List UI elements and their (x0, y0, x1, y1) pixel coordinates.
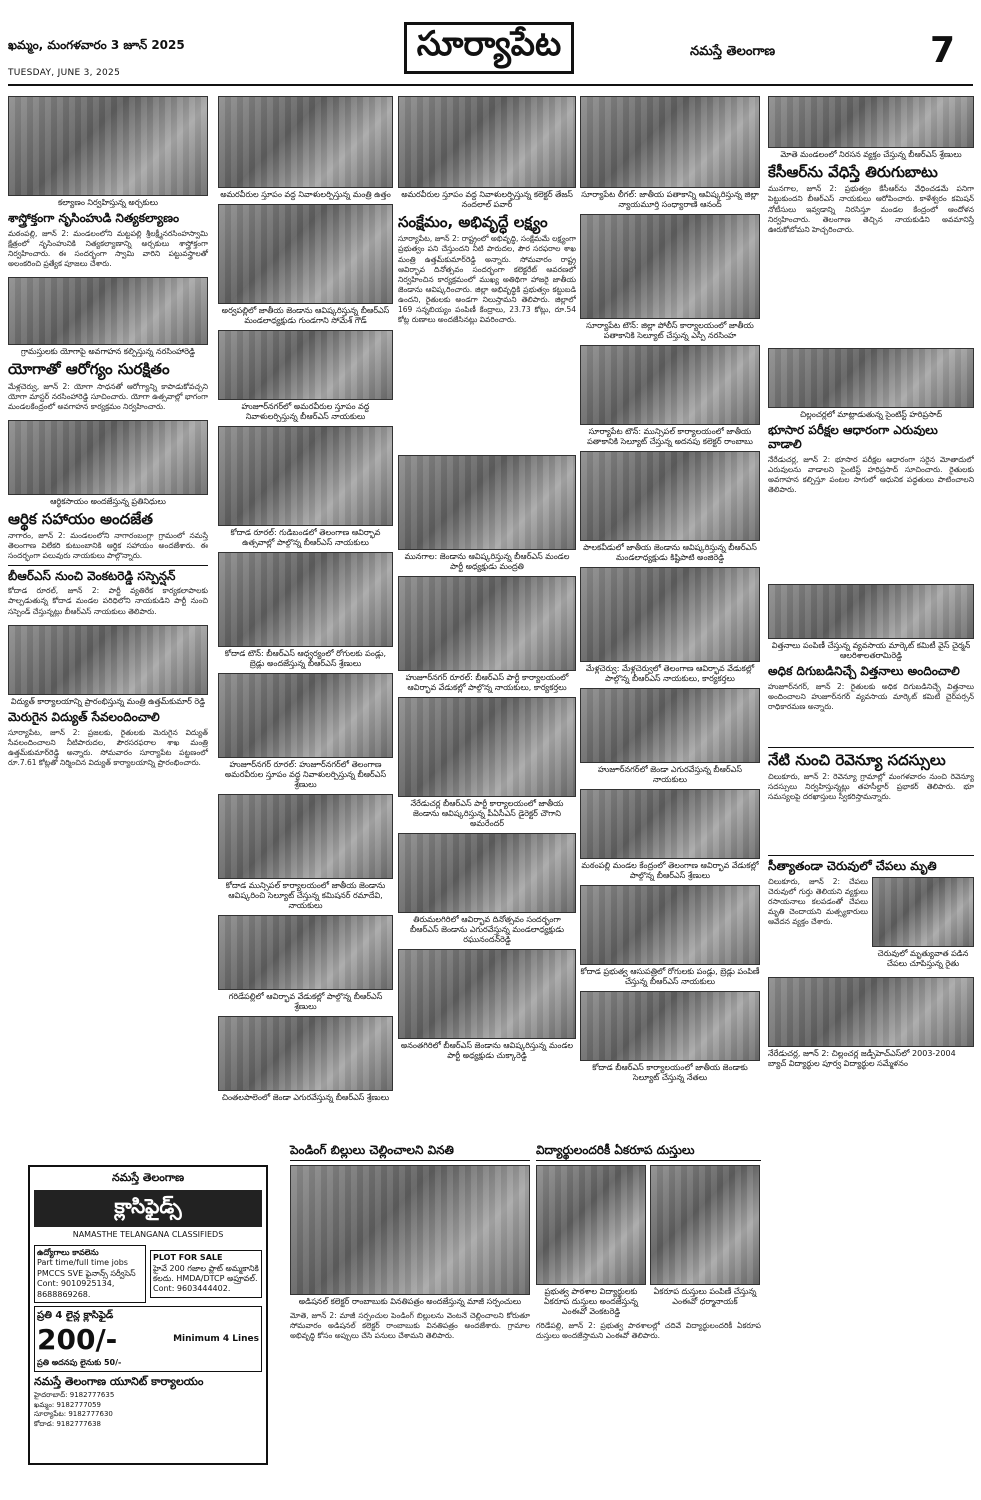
caption: విత్తనాలు పంపిణీ చేస్తున్న వ్యవసాయ మార్కెట్ కమిటీ వైస్ చైర్మన్ ఆలరిశాలతరామిరెడ్డి (771, 640, 971, 660)
caption: హుజూర్‌నగర్‌లో జెండా ఎగురవేస్తున్న బీఆర్ఎస్ నాయకులు (598, 765, 742, 784)
divider (768, 747, 974, 748)
ad-jobs-title: ఉద్యోగాలు కావలెను (37, 1248, 99, 1257)
ad-listings (34, 1242, 262, 1303)
column-2 (218, 96, 393, 1107)
headline: కేసీఆర్‌ను వేధిస్తే తిరుగుబాటు (768, 163, 938, 181)
caption: కోదాడ ప్రభుత్వ ఆసుపత్రిలో రోగులకు పండ్లు, బ్రెడ్లు పంపిణీ చేస్తున్న బీఆర్ఎస్ నాయకులు (580, 967, 760, 986)
paper-name: నమస్తే తెలంగాణ (690, 44, 776, 59)
fish-story (768, 877, 974, 973)
headline: బీఆర్ఎస్ నుంచి వెంకటరెడ్డి సస్పెన్షన్ (8, 568, 176, 583)
article-body: మేళ్లచెర్వు, జూన్ 2: యోగా సాధనతో ఆరోగ్యాన్ని కాపాడుకోవచ్చని యోగా మాస్టర్ నరసింహారెడ్డి సూచించారు. యోగా ఉత్సవాల్లో భాగంగా మండలకేంద్రంలో అవగాహన కార్యక్రమం నిర్వహించారు. (8, 381, 208, 411)
caption: ఆర్థికసాయం అందజేస్తున్న ప్రతినిధులు (50, 496, 166, 506)
caption: మఠంపల్లి మండల కేంద్రంలో తెలంగాణ ఆవిర్భావ వేడుకల్లో పాల్గొన్న బీఆర్ఎస్ శ్రేణులు (581, 861, 759, 880)
caption: అమరవీరుల స్తూపం వద్ద నివాళులర్పిస్తున్న కలెక్టర్ తేజస్ నందలాల్ పవార్ (401, 190, 573, 209)
caption: సూర్యాపేట టౌన్: మున్సిపల్ కార్యాలయంలో జాతీయ పతాకానికి సెల్యూట్ చేస్తున్న అదనపు కలెక్టర్ రాంబాబు (587, 427, 753, 446)
divider (768, 855, 974, 856)
photo (218, 1016, 393, 1091)
classifieds-ad (28, 1165, 268, 1465)
photo (218, 673, 393, 758)
headline: ఆర్థిక సహాయం అందజేత (8, 509, 153, 528)
caption: నేరేడుచర్ల బీఆర్ఎస్ పార్టీ కార్యాలయంలో జాతీయ జెండాను ఆవిష్కరిస్తున్న పీఏసీఎస్ డైరెక్టర్ చౌగాని అమరేందర్ (410, 799, 564, 829)
photo (580, 345, 760, 425)
ad-unit: నమస్తే తెలంగాణ యూనిట్ కార్యాలయం (34, 1374, 204, 1388)
ad-jobs-text: Part time/full time jobs PMCCS SVE ఫైనాన్స్ సర్వీసెస్ Cont: 9010925134, 8688869268. (37, 1258, 136, 1299)
caption: పాలకవీడులో జాతీయ జెండాను ఆవిష్కరిస్తున్న బీఆర్ఎస్ మండలాధ్యక్షుడు కిష్టిపాటి అంజిరెడ్డి (583, 543, 757, 562)
photo (580, 96, 760, 188)
ad-brand: క్లాసిఫైడ్స్ (34, 1190, 262, 1227)
masthead (0, 0, 981, 92)
caption: చిల్లంచర్లలో మాట్లాడుతున్న సైంటిస్ట్ హరిప్రసాద్ (799, 410, 943, 420)
ad-contact: సూర్యాపేట: 9182777630 (34, 1410, 113, 1419)
caption: విద్యుత్ కార్యాలయాన్ని ప్రారంభిస్తున్న మంత్రి ఉత్తమ్‌కుమార్ రెడ్డి (10, 696, 206, 706)
photo (580, 451, 760, 541)
headline: పెండింగ్ బిల్లులు చెల్లించాలని వినతి (290, 1144, 530, 1161)
column-5 (768, 96, 974, 1073)
photo (218, 915, 393, 990)
story-uniforms (536, 1140, 761, 1421)
photo-kalyanam (8, 96, 208, 196)
article-body: సూర్యాపేట, జూన్ 2: రాష్ట్రంలో అభివృద్ధి, సంక్షేమమే లక్ష్యంగా ప్రభుత్వం పని చేస్తుందని నీటి పారుదల, పౌర సరఫరాల శాఖ మంత్రి ఉత్తమ్‌కుమార్‌రెడ్డి అన్నారు. సోమవారం రాష్ట్ర ఆవిర్భావ దినోత్సవం సందర్భంగా కలెక్టరేట్ ఆవరణలో నిర్వహించిన కార్యక్రమంలో ముఖ్య అతిథిగా హాజరై జాతీయ జెండాను ఆవిష్కరించారు. జిల్లా అభివృద్ధికి ప్రభుత్వం కట్టుబడి ఉందని, రైతులకు అండగా నిలుస్తామని తెలిపారు. జిల్లాలో 169 సన్నబియ్యం పంపిణీ కేంద్రాలు, 23.73 కోట్లు, రూ.54 కోట్ల రుణాలు అందజేసినట్లు వివరించారు. (398, 234, 576, 325)
headline: సంక్షేమం, అభివృద్ధే లక్ష్యం (398, 213, 548, 231)
caption: మేళ్లచెర్వు: మేళ్లచెర్వులో తెలంగాణ ఆవిర్భావ వేడుకల్లో పాల్గొన్న బీఆర్ఎస్ నాయకులు, కార్యకర్తలు (585, 664, 755, 683)
photo (580, 789, 760, 859)
ad-contacts (34, 1391, 262, 1430)
photo (768, 96, 974, 148)
photo (768, 348, 974, 408)
article-body: చిలుకూరు, జూన్ 2: చేపలు చెరువులో గుర్తు తెలియని వ్యక్తులు రసాయనాలు కలపడంతో చేపలు మృతి చెందాయని మత్స్యకారులు ఆవేదన వ్యక్తం చేశారు. (768, 876, 868, 927)
article-body: మోతె, జూన్ 2: మాజీ సర్పంచుల పెండింగ్ బిల్లులను వెంటనే చెల్లించాలని కోరుతూ సోమవారం అడిషనల్ కలెక్టర్ రాంబాబుకు వినతిపత్రం అందజేశారు. గ్రామాల అభివృద్ధి కోసం అప్పులు చేసి పనులు చేశామని తెలిపారు. (290, 1310, 530, 1341)
photo (218, 330, 393, 400)
headline: అధిక దిగుబడినిచ్చే విత్తనాలు అందించాలి (768, 663, 960, 678)
headline: విద్యార్థులందరికీ ఏకరూప దుస్తులు (536, 1144, 761, 1161)
caption: కోదాడ రూరల్: గుడిబండలో తెలంగాణ ఆవిర్భావ ఉత్సవాల్లో పాల్గొన్న బీఆర్ఎస్ నాయకులు (230, 528, 381, 547)
date-english: TUESDAY, JUNE 3, 2025 (8, 68, 121, 78)
photo (768, 977, 974, 1047)
article-body: నాగారం, జూన్ 2: మండలంలోని నాగారంబంగ్లా గ్రామంలో నమస్తే తెలంగాణ విలేకరి కుటుంబానికి ఆర్థిక సహాయం అందజేశారు. ఈ సందర్భంగా పలువురు నాయకులు పాల్గొన్నారు. (8, 531, 208, 561)
caption: కోదాడ బీఆర్ఎస్ కార్యాలయంలో జాతీయ జెండాకు సెల్యూట్ చేస్తున్న నేతలు (592, 1063, 748, 1082)
ad-contact: హైదరాబాద్: 9182777635 (34, 1390, 115, 1399)
ad-price-row (37, 1322, 259, 1358)
caption: అర్వపల్లిలో జాతీయ జెండాను ఆవిష్కరిస్తున్న బీఆర్ఎస్ మండలాధ్యక్షుడు గుండగాని సోమేశ్ గౌడ్ (221, 306, 390, 325)
page-number: 7 (930, 30, 956, 71)
headline: శాస్త్రోక్తంగా నృసింహుడి నిత్యకల్యాణం (8, 211, 180, 225)
ad-extra-line: ప్రతి అదనపు లైనుకు 50/- (37, 1358, 122, 1368)
photo (398, 833, 576, 913)
photo (768, 584, 974, 639)
section-title: సూర్యాపేట (404, 22, 574, 74)
ad-plot (150, 1250, 262, 1298)
headline: సీత్యాతండా చెరువులో చేపలు మృతి (768, 858, 937, 873)
photo (872, 877, 974, 947)
photo-electricity-office (8, 625, 208, 695)
caption: చెరువులో మృత్యువాత పడిన చేపలు చూపిస్తున్న రైతు (877, 948, 969, 968)
photo (218, 426, 393, 526)
caption: కోదాడ టౌన్: బీఆర్ఎస్ ఆధ్వర్యంలో రోగులకు పండ్లు, బ్రెడ్లు అందజేస్తున్న బీఆర్ఎస్ శ్రేణులు (224, 649, 387, 668)
photo (580, 214, 760, 319)
headline: యోగాతో ఆరోగ్యం సురక్షితం (8, 360, 170, 379)
photo (398, 949, 576, 1039)
caption: హుజూర్‌నగర్ రూరల్: బీఆర్ఎస్ పార్టీ కార్యాలయంలో ఆవిర్భావ వేడుకల్లో పాల్గొన్న నాయకులు, కార్యకర్తలు (405, 673, 569, 693)
photo (580, 991, 760, 1061)
ad-contact: కోదాడ: 9182777638 (34, 1420, 101, 1429)
article-body: గరిడేపల్లి, జూన్ 2: ప్రభుత్వ పాఠశాలల్లో చదివే విద్యార్థులందరికీ ఏకరూప దుస్తులు అందజేస్తామని ఎంఈవో తెలిపారు. (536, 1320, 761, 1340)
photo (536, 1165, 646, 1285)
caption: హుజూర్‌నగర్‌లో అమరవీరుల స్తూపం వద్ద నివాళులర్పిస్తున్న బీఆర్ఎస్ నాయకులు (241, 402, 370, 421)
caption: గరిడేపల్లిలో ఆవిర్భావ వేడుకల్లో పాల్గొన్న బీఆర్ఎస్ శ్రేణులు (228, 992, 383, 1011)
photo (218, 96, 393, 188)
caption: కోదాడ మున్సిపల్ కార్యాలయంలో జాతీయ జెండాను ఆవిష్కరించి సెల్యూట్ చేస్తున్న కమిషనర్ రమాదేవి, నాయకులు (225, 881, 386, 910)
photo-financial-aid (8, 420, 208, 495)
caption: అనంతగిరిలో బీఆర్ఎస్ జెండాను ఆవిష్కరిస్తున్న మండల పార్టీ అధ్యక్షుడు చుక్కారెడ్డి (400, 1041, 574, 1061)
uniform-photo-1 (536, 1165, 646, 1321)
caption: అమరవీరుల స్తూపం వద్ద నివాళులర్పిస్తున్న మంత్రి ఉత్తం (220, 190, 391, 199)
photo (398, 576, 576, 671)
photo (218, 204, 393, 304)
photo (580, 688, 760, 763)
article-body: నేరేడుచర్ల, జూన్ 2: భూసార పరీక్షల ఆధారంగా సరైన మోతాదులో ఎరువులను వాడాలని సైంటిస్ట్ హరిప్రసాద్ సూచించారు. రైతులకు అవగాహన కల్పిస్తూ పంటల సాగులో ఆధునిక పద్ధతులు పాటించాలని తెలిపారు. (768, 454, 974, 495)
photo (580, 885, 760, 965)
caption: హుజూర్‌నగర్ రూరల్: హుజూర్‌నగర్‌లో తెలంగాణ అమరవీరుల స్తూపం వద్ద నివాళులర్పిస్తున్న బీఆర్ఎస్ శ్రేణులు (224, 760, 387, 789)
article-body: మునగాల, జూన్ 2: ప్రభుత్వం కేసీఆర్‌ను వేధించడమే పనిగా పెట్టుకుందని బీఆర్ఎస్ నాయకులు ఆరోపించారు. కాళేశ్వరం కమిషన్ నోటీసులు ఇవ్వడాన్ని నిరసిస్తూ మండల కేంద్రంలో ఆందోళన నిర్వహించారు. తెలంగాణ తెచ్చిన నాయకుడిని అవమానిస్తే ఊరుకోబోమని హెచ్చరించారు. (768, 184, 974, 234)
ad-scheme: ప్రతి 4 లైన్ల క్లాసిఫైడ్ (37, 1309, 114, 1321)
ad-min-lines: Minimum 4 Lines (173, 1334, 259, 1345)
photo (650, 1165, 760, 1285)
masthead-rule (8, 84, 973, 86)
caption: గ్రామస్తులకు యోగాపై అవగాహన కల్పిస్తున్న నరసింహారెడ్డి (21, 347, 195, 357)
caption: చింతలపాలెంలో జెండా ఎగురవేస్తున్న బీఆర్ఎస్ శ్రేణులు (221, 1093, 390, 1102)
photo (398, 455, 576, 550)
caption: కల్యాణం నిర్వహిస్తున్న అర్చకులు (58, 198, 158, 207)
headline: మెరుగైన విద్యుత్ సేవలందించాలి (8, 709, 160, 724)
caption: అడిషనల్ కలెక్టర్ రాంబాబుకు వినతిపత్రం అందజేస్తున్న మాజీ సర్పంచులు (298, 1296, 522, 1306)
photo (398, 697, 576, 797)
caption: మునగాల: జెండాను ఆవిష్కరిస్తున్న బీఆర్ఎస్ మండల పార్టీ అధ్యక్షుడు మంద్రతి (404, 552, 570, 572)
story-pending-bills (290, 1140, 530, 1421)
photo (218, 552, 393, 647)
date-telugu: ఖమ్మం, మంగళవారం 3 జూన్ 2025 (8, 38, 185, 52)
column-3 (398, 96, 576, 1065)
caption: మోతె మండలంలో నిరసన వ్యక్తం చేస్తున్న బీఆర్ఎస్ శ్రేణులు (780, 150, 962, 159)
article-body: కోదాడ రూరల్, జూన్ 2: పార్టీ వ్యతిరేక కార్యకలాపాలకు పాల్పడుతున్న కోదాడ మండల పరిధిలోని నాయకుడిని పార్టీ నుంచి సస్పెండ్ చేస్తున్నట్లు బీఆర్ఎస్ నాయకులు తెలిపారు. (8, 586, 208, 616)
photo (290, 1165, 530, 1295)
caption: సూర్యాపేట లీగల్: జాతీయ పతాకాన్ని ఆవిష్కరిస్తున్న జిల్లా న్యాయమూర్తి సంధ్యారాణి ఆనంద్ (581, 190, 759, 209)
caption: సూర్యాపేట టౌన్: జిల్లా పోలీస్ కార్యాలయంలో జాతీయ పతాకానికి సెల్యూట్ చేస్తున్న ఎస్పీ నరసింహ (586, 321, 754, 340)
caption: తిరుమలగిరిలో ఆవిర్భావ దినోత్సవం సందర్భంగా బీఆర్ఎస్ జెండాను ఎగురవేస్తున్న మండలాధ్యక్షుడు రఘునందన్‌రెడ్డి (409, 915, 565, 945)
uniform-photo-2 (650, 1165, 760, 1321)
article-body: మఠంపల్లి, జూన్ 2: మండలంలోని మట్టపల్లి శ్రీలక్ష్మీనరసింహస్వామి క్షేత్రంలో నృసింహునికి నిత్యకల్యాణాన్ని అర్చకులు శాస్త్రోక్తంగా నిర్వహించారు. ఈ సందర్భంగా స్వామి వారిని పట్టువస్త్రాలతో అలంకరించి ప్రత్యేక పూజలు చేశారు. (8, 228, 208, 269)
photo (218, 794, 393, 879)
ad-pricing (34, 1306, 262, 1372)
ad-plot-title: PLOT FOR SALE (153, 1253, 223, 1263)
article-body: హుజూర్‌నగర్, జూన్ 2: రైతులకు అధిక దిగుబడినిచ్చే విత్తనాలు అందించాలని హుజూర్‌నగర్ వ్యవసాయ మార్కెట్ కమిటీ చైర్‌పర్సన్ రాధికారమణ అన్నారు. (768, 681, 974, 711)
photo-yoga (8, 277, 208, 345)
fish-photo-block (872, 877, 974, 973)
photo (398, 96, 576, 188)
caption: నేరేడుచర్ల, జూన్ 2: చిల్లంచర్ల జడ్పీహెచ్ఎస్‌లో 2003-2004 బ్యాచ్ విద్యార్థుల పూర్వ విద్యార్థుల సమ్మేళనం (768, 1048, 956, 1068)
headline: నేటి నుంచి రెవెన్యూ సదస్సులు (768, 750, 946, 769)
column-1 (8, 96, 208, 768)
headline: భూసార పరీక్షల ఆధారంగా ఎరువులు వాడాలి (768, 423, 938, 452)
caption: ప్రభుత్వ పాఠశాల విద్యార్థులకు ఏకరూప దుస్తులు అందజేస్తున్న ఎంఈవో వెంకటరెడ్డి (543, 1286, 639, 1316)
article-body: చిలుకూరు, జూన్ 2: రెవెన్యూ గ్రామాల్లో మంగళవారం నుంచి రెవెన్యూ సదస్సులు నిర్వహిస్తున్నట్లు తహసీల్దార్ ప్రభాకర్ తెలిపారు. భూ సమస్యలపై దరఖాస్తులు స్వీకరిస్తామన్నారు. (768, 771, 974, 802)
divider (8, 565, 208, 566)
ad-contact: ఖమ్మం: 9182777059 (34, 1400, 102, 1409)
ad-jobs (34, 1245, 146, 1303)
caption: ఏకరూప దుస్తులు పంపిణీ చేస్తున్న ఎంఈవో ధర్మానాయక్ (653, 1286, 757, 1306)
ad-brand-en: NAMASTHE TELANGANA CLASSIFIEDS (72, 1230, 224, 1239)
column-4 (580, 96, 760, 1087)
ad-paper-name: నమస్తే తెలంగాణ (111, 1171, 185, 1184)
uniform-photos (536, 1165, 761, 1321)
photo (580, 567, 760, 662)
ad-plot-text: హైవే 200 గజాల ప్లాట్ అమ్మకానికి కలదు. HMDA/DTCP అప్రూవల్. Cont: 9603444402. (153, 1263, 259, 1294)
article-body: సూర్యాపేట, జూన్ 2: ప్రజలకు, రైతులకు మెరుగైన విద్యుత్ సేవలందించాలని నీటిపారుదల, పౌరసరఫరాల శాఖ మంత్రి ఉత్తమ్‌కుమార్‌రెడ్డి అన్నారు. సోమవారం సూర్యాపేట పట్టణంలో రూ.7.61 కోట్లతో నిర్మించిన విద్యుత్ కార్యాలయాన్ని ప్రారంభించారు. (8, 727, 208, 767)
ad-price: 200/- (37, 1322, 118, 1356)
